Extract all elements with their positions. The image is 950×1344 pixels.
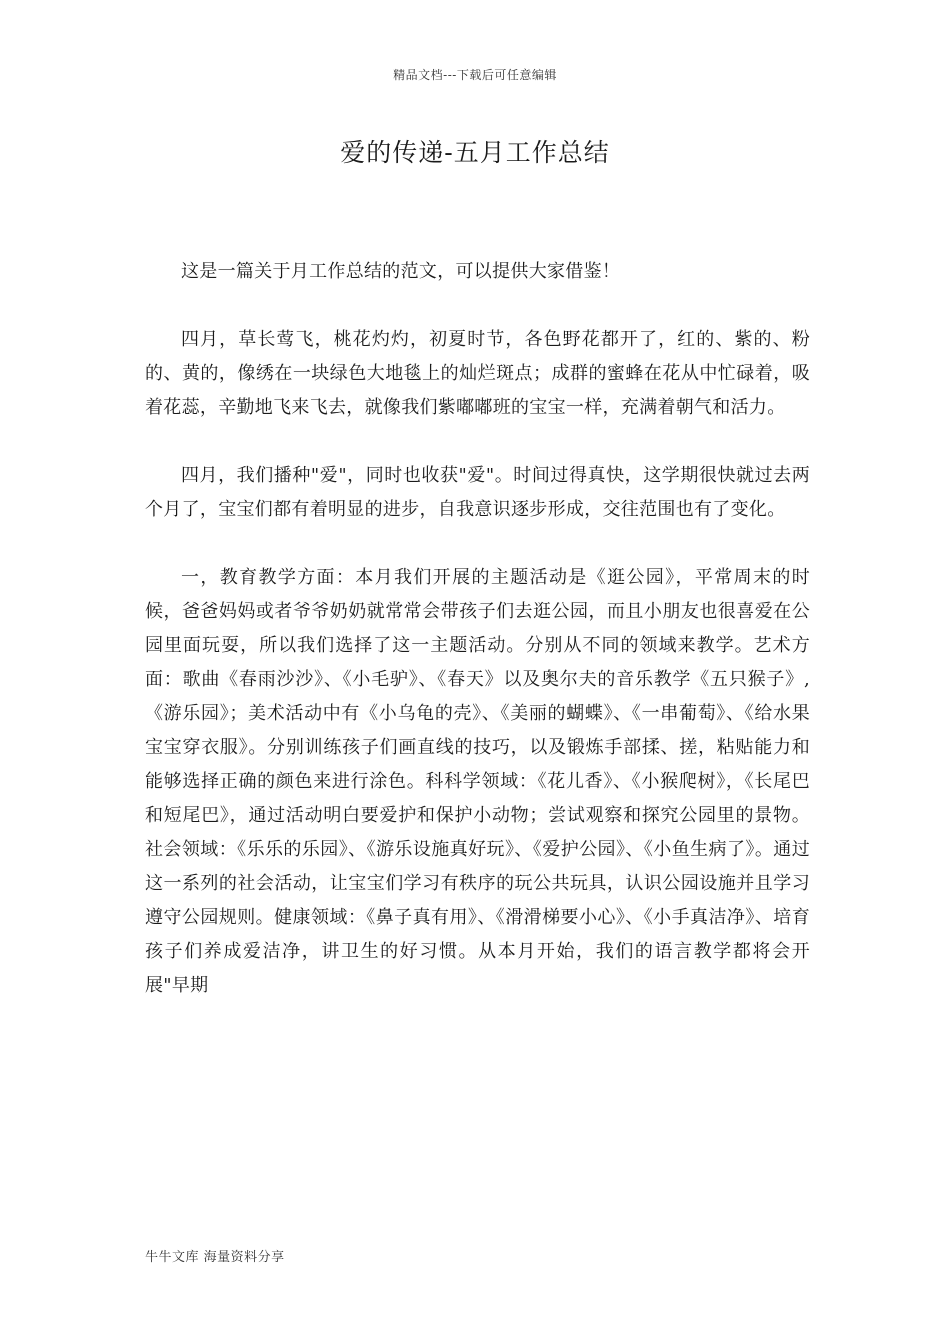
paragraph-april-love: 四月，我们播种"爱"，同时也收获"爱"。时间过得真快，这学期很快就过去两个月了，宝宝们都有着明显的进步，自我意识逐步形成，交往范围也有了变化。 — [145, 465, 810, 520]
document-title: 爱的传递-五月工作总结 — [340, 138, 610, 167]
paragraph-intro: 这是一篇关于月工作总结的范文，可以提供大家借鉴！ — [181, 261, 621, 282]
paragraph-education: 一，教育教学方面：本月我们开展的主题活动是《逛公园》，平常周末的时候，爸爸妈妈或者爷爷奶奶就常常会带孩子们去逛公园，而且小朋友也很喜爱在公园里面玩耍，所以我们选择了这一主题活动。分别从不同的领域来教学。艺术方面：歌曲《春雨沙沙》、《小毛驴》、《春天》以及奥尔夫的音乐教学《五只猴子》,《游乐园》；美术活动中有《小乌龟的壳》、《美丽的蝴蝶》、《一串葡萄》、《给水果宝宝穿衣服》。分别训练孩子们画直线的技巧，以及锻炼手部揉、搓，粘贴能力和能够选择正确的颜色来进行涂色。科科学领域：《花儿香》、《小猴爬树》，《长尾巴和短尾巴》，通过活动明白要爱护和保护小动物；尝试观察和探究公园里的景物。社会领域：《乐乐的乐园》、《游乐设施真好玩》、《爱护公园》、《小鱼生病了》。通过这一系列的社会活动，让宝宝们学习有秩序的玩公共玩具，认识公园设施并且学习遵守公园规则。健康领域：《鼻子真有用》、《滑滑梯要小心》、《小手真洁净》、培育孩子们养成爱洁净，讲卫生的好习惯。从本月开始，我们的语言教学都将会开展"早期 — [145, 567, 810, 996]
footer-note: 牛牛文库 海量资料分享 — [145, 1250, 285, 1265]
paragraph-april-scenery: 四月，草长莺飞，桃花灼灼，初夏时节，各色野花都开了，红的、紫的、粉的、黄的，像绣在一块绿色大地毯上的灿烂斑点；成群的蜜蜂在花从中忙碌着，吸着花蕊，辛勤地飞来飞去，就像我们紫嘟嘟班的宝宝一样，充满着朝气和活力。 — [145, 329, 810, 418]
header-note: 精品文档---下载后可任意编辑 — [393, 68, 557, 82]
document-body — [145, 255, 810, 1003]
